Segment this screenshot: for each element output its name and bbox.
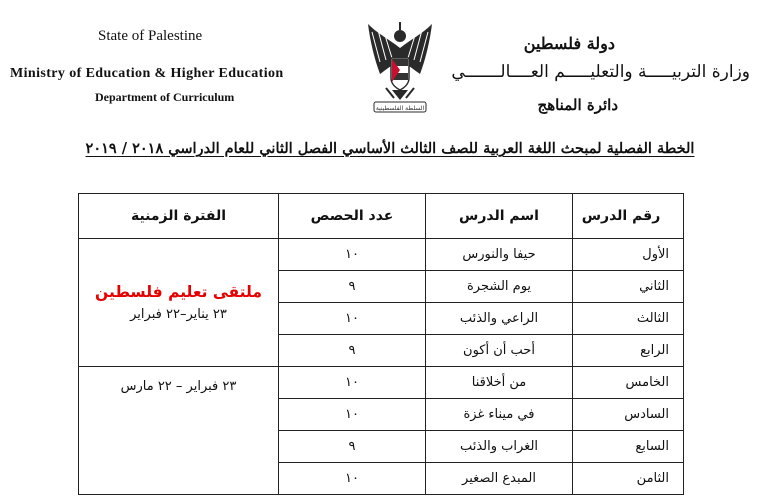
table-header-row	[79, 194, 684, 239]
period-range: ٢٣ يناير–٢٢ فبراير	[130, 307, 227, 322]
plan-title: الخطة الفصلية لمبحث اللغة العربية للصف الثالث الأساسي الفصل الثاني للعام الدراسي ٢٠١٨ / ٢٠١٩	[85, 140, 695, 157]
lesson-number: السادس	[573, 399, 684, 431]
session-count: ٩	[279, 271, 426, 303]
lesson-number: الرابع	[573, 335, 684, 367]
session-count: ١٠	[279, 239, 426, 271]
time-period-cell	[79, 239, 279, 367]
lesson-plan-table	[78, 193, 684, 495]
lesson-number: الخامس	[573, 367, 684, 399]
table-row	[79, 367, 684, 399]
lesson-name: من أخلاقنا	[426, 367, 573, 399]
department-name-ar: دائرة المناهج	[537, 96, 618, 114]
lesson-name: حيفا والنورس	[426, 239, 573, 271]
lesson-name: الراعي والذئب	[426, 303, 573, 335]
lesson-name: في ميناء غزة	[426, 399, 573, 431]
lesson-name: أحب أن أكون	[426, 335, 573, 367]
lesson-number: الثاني	[573, 271, 684, 303]
session-count: ١٠	[279, 367, 426, 399]
highlight-label: ملتقى تعليم فلسطين	[95, 283, 262, 301]
lesson-name: يوم الشجرة	[426, 271, 573, 303]
lesson-number: الثالث	[573, 303, 684, 335]
state-name-en: State of Palestine	[98, 28, 203, 44]
session-count: ٩	[279, 335, 426, 367]
ministry-name-ar: وزارة التربيـــــة والتعليـــــم العــــالـــــــي	[451, 62, 750, 82]
state-name-ar: دولة فلسطين	[523, 34, 615, 53]
lesson-name: المبدع الصغير	[426, 463, 573, 495]
table-row	[79, 239, 684, 271]
palestine-eagle-emblem-icon	[364, 18, 436, 118]
time-period-cell	[79, 367, 279, 495]
header-session-count: عدد الحصص	[279, 194, 426, 239]
session-count: ١٠	[279, 463, 426, 495]
header-lesson-number: رقم الدرس	[573, 194, 684, 239]
header-time-period: الفترة الزمنية	[79, 194, 279, 239]
lesson-name: الغراب والذئب	[426, 431, 573, 463]
session-count: ١٠	[279, 399, 426, 431]
ministry-name-en: Ministry of Education & Higher Education	[10, 66, 284, 81]
session-count: ١٠	[279, 303, 426, 335]
session-count: ٩	[279, 431, 426, 463]
lesson-number: الأول	[573, 239, 684, 271]
header-lesson-name: اسم الدرس	[426, 194, 573, 239]
department-name-en: Department of Curriculum	[95, 90, 235, 104]
emblem-caption: السلطة الفلسطينية	[375, 105, 425, 112]
lesson-number: الثامن	[573, 463, 684, 495]
period-range: ٢٣ فبراير – ٢٢ مارس	[120, 379, 237, 394]
lesson-number: السابع	[573, 431, 684, 463]
